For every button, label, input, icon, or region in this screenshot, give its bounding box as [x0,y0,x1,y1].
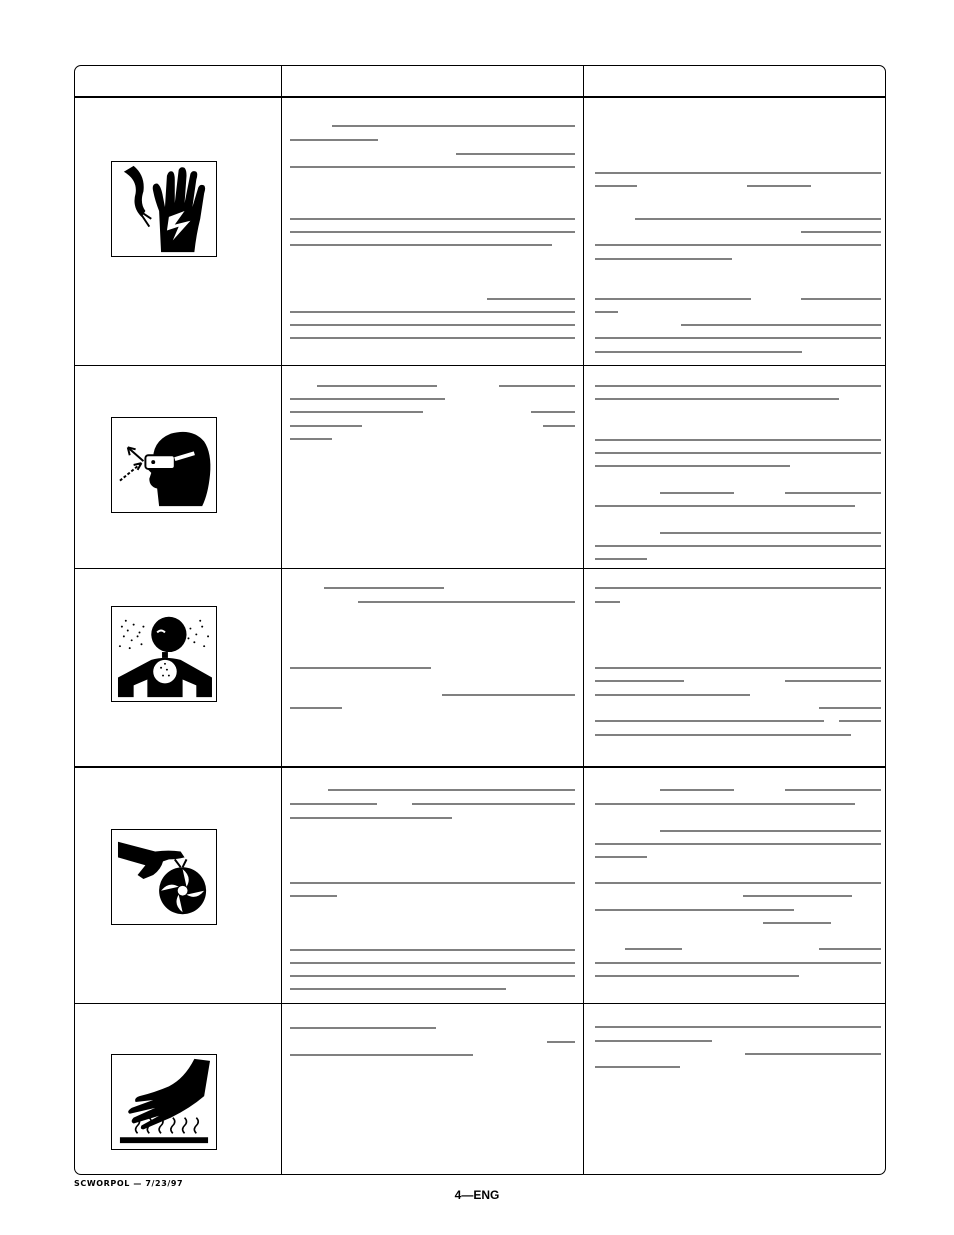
page-number: 4—ENG [454,1188,500,1202]
safety-table [74,65,886,1175]
text-rule-lines [75,66,886,1175]
document-code: SCWORPOL — 7/23/97 [74,1179,184,1188]
